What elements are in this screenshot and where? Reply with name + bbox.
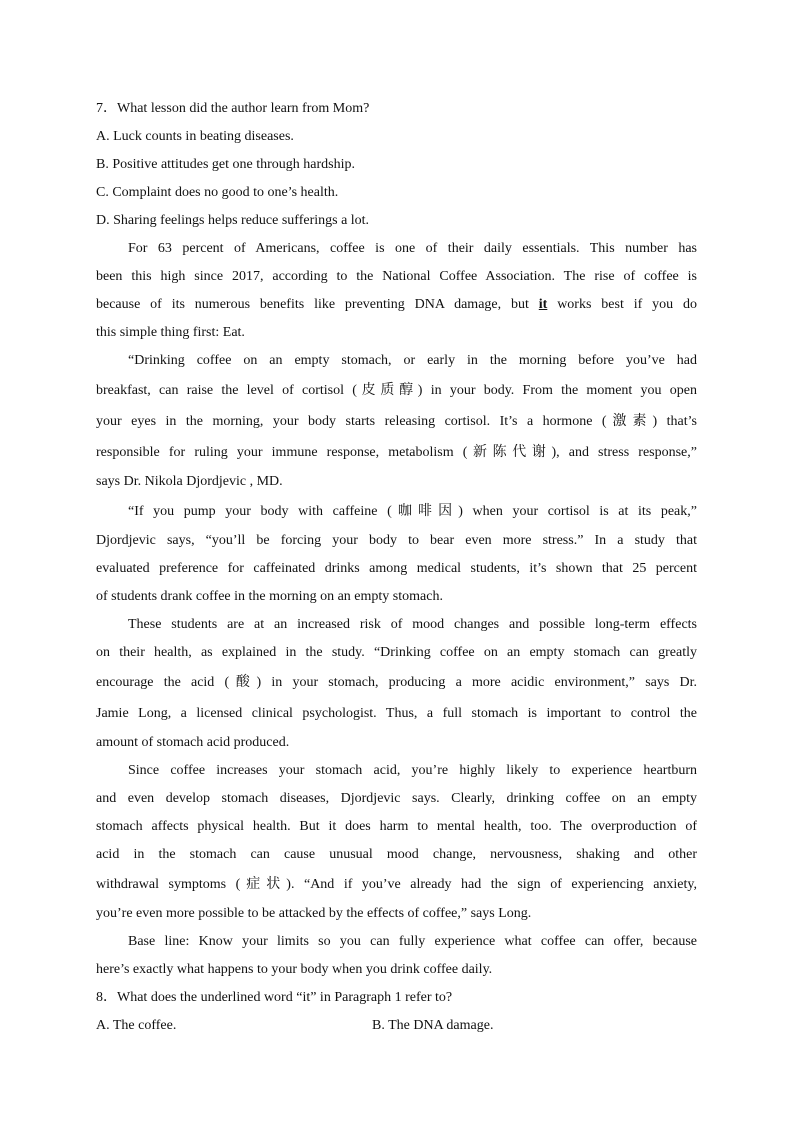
paragraph-line: on their health, as explained in the study. “Drinking coffee on an empty stomach can greatly xyxy=(96,645,697,660)
question-7-stem: 7．What lesson did the author learn from Mom? xyxy=(96,101,370,116)
reading-passage xyxy=(96,235,697,984)
paragraph-line: says Dr. Nikola Djordjevic , MD. xyxy=(96,474,283,489)
underlined-word-it: it xyxy=(538,297,548,312)
paragraph-line: this simple thing first: Eat. xyxy=(96,325,245,340)
question-8-option-a: A. The coffee. xyxy=(96,1018,177,1033)
question-7-option-c: C. Complaint does no good to one’s health. xyxy=(96,185,339,200)
paragraph-line: Since coffee increases your stomach acid, you’re highly likely to experience heartburn xyxy=(128,763,697,778)
paragraph-4 xyxy=(96,611,697,757)
paragraph-line: Jamie Long, a licensed clinical psychologist. Thus, a full stomach is important to control the xyxy=(96,706,697,721)
paragraph-line: you’re even more possible to be attacked by the effects of coffee,” says Long. xyxy=(96,906,532,921)
paragraph-2 xyxy=(96,347,697,496)
question-7 xyxy=(96,95,697,235)
paragraph-5 xyxy=(96,757,697,928)
question-7-option-d: D. Sharing feelings helps reduce sufferings a lot. xyxy=(96,213,370,228)
paragraph-line: evaluated preference for caffeinated drinks among medical students, it’s shown that 25 percent xyxy=(96,561,697,576)
paragraph-6 xyxy=(96,928,697,984)
paragraph-line: of students drank coffee in the morning on an empty stomach. xyxy=(96,589,443,604)
paragraph-line: your eyes in the morning, your body starts releasing cortisol. It’s a hormone (激素) that’s xyxy=(96,414,697,429)
paragraph-line: For 63 percent of Americans, coffee is one of their daily essentials. This number has xyxy=(128,241,697,256)
question-7-option-b: B. Positive attitudes get one through hardship. xyxy=(96,157,355,172)
question-8 xyxy=(96,984,697,1040)
paragraph-line: stomach affects physical health. But it does harm to mental health, too. The overproduction of xyxy=(96,819,697,834)
paragraph-line xyxy=(96,291,697,319)
paragraph-line: withdrawal symptoms (症状). “And if you’ve already had the sign of experiencing anxiety, xyxy=(96,877,697,892)
paragraph-line: here’s exactly what happens to your body when you drink coffee daily. xyxy=(96,962,493,977)
question-8-option-b: B. The DNA damage. xyxy=(372,1018,494,1033)
paragraph-3 xyxy=(96,496,697,611)
paragraph-line: “Drinking coffee on an empty stomach, or early in the morning before you’ve had xyxy=(128,353,697,368)
paragraph-1 xyxy=(96,235,697,347)
paragraph-line: Djordjevic says, “you’ll be forcing your body to bear even more stress.” In a study that xyxy=(96,533,697,548)
text-segment: because of its numerous benefits like preventing DNA damage, but xyxy=(96,297,539,312)
paragraph-line: been this high since 2017, according to the National Coffee Association. The rise of coffee is xyxy=(96,269,697,284)
paragraph-line: Base line: Know your limits so you can fully experience what coffee can offer, because xyxy=(128,934,697,949)
paragraph-line: and even develop stomach diseases, Djordjevic says. Clearly, drinking coffee on an empty xyxy=(96,791,697,806)
question-8-options-row xyxy=(96,1012,697,1040)
question-7-option-a: A. Luck counts in beating diseases. xyxy=(96,129,294,144)
text-segment: works best if you do xyxy=(547,297,697,312)
paragraph-line: “If you pump your body with caffeine (咖啡因) when your cortisol is at its peak,” xyxy=(128,504,697,519)
question-8-stem: 8．What does the underlined word “it” in Paragraph 1 refer to? xyxy=(96,990,453,1005)
paragraph-line: acid in the stomach can cause unusual mood change, nervousness, shaking and other xyxy=(96,847,697,862)
paragraph-line: breakfast, can raise the level of cortisol (皮质醇) in your body. From the moment you open xyxy=(96,383,697,398)
paragraph-line: These students are at an increased risk of mood changes and possible long-term effects xyxy=(128,617,697,632)
paragraph-line: encourage the acid (酸) in your stomach, producing a more acidic environment,” says Dr. xyxy=(96,675,697,690)
paragraph-line: responsible for ruling your immune response, metabolism (新陈代谢), and stress response,” xyxy=(96,445,697,460)
paragraph-line: amount of stomach acid produced. xyxy=(96,735,290,750)
